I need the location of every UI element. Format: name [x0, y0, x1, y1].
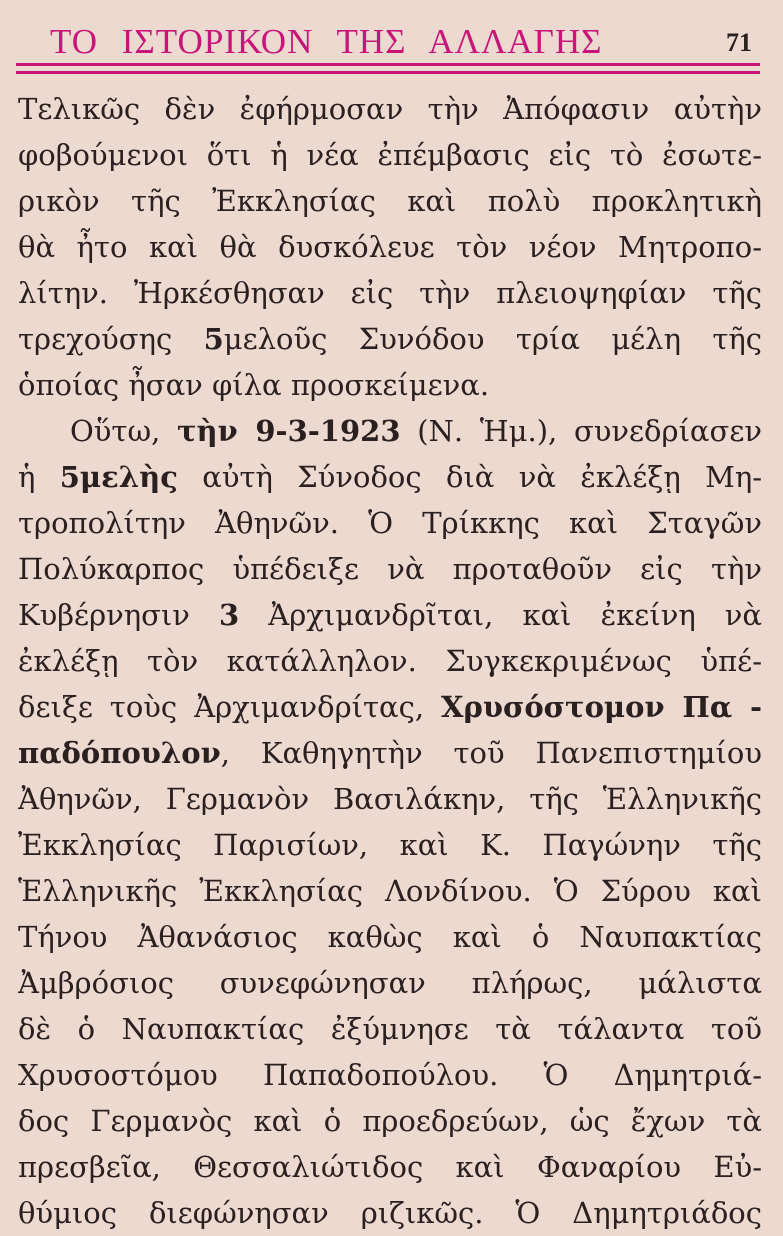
text-line	[18, 362, 762, 408]
text-segment: θὰ ἦτο καὶ θὰ δυσκόλευε τὸν νέον Μητροπο-	[18, 230, 762, 264]
header-rule-bottom	[16, 71, 760, 74]
text-segment: λίτην. Ἠρκέσθησαν εἰς τὴν πλειοψηφίαν τῆς	[18, 276, 762, 310]
text-segment: πρεσβεῖα, Θεσσαλιώτιδος καὶ Φαναρίου Εὐ-	[18, 1150, 762, 1184]
text-segment: φοβούμενοι ὅτι ἡ νέα ἐπέμβασις εἰς τὸ ἐσωτε-	[18, 138, 762, 172]
text-line	[18, 1052, 762, 1098]
text-line	[18, 224, 762, 270]
text-segment: τροπολίτην Ἀθηνῶν. Ὁ Τρίκκης καὶ Σταγῶν	[18, 506, 762, 540]
bold-text: Χρυσόστομον Πα -	[441, 690, 762, 724]
text-line	[18, 822, 762, 868]
header-rule-top	[16, 63, 760, 66]
body-text	[18, 86, 762, 1236]
text-segment: Οὕτω,	[70, 414, 178, 448]
text-line	[18, 1144, 762, 1190]
text-line	[18, 546, 762, 592]
text-segment: ὁποίας ἦσαν φίλα προσκείμενα.	[18, 368, 490, 402]
text-line	[18, 868, 762, 914]
text-segment: θύμιος διεφώνησαν ριζικῶς. Ὁ Δημητριάδος	[18, 1196, 762, 1230]
text-line	[18, 500, 762, 546]
text-segment: , Καθηγητὴν τοῦ Πανεπιστημίου	[220, 736, 762, 770]
text-line	[18, 454, 762, 500]
text-segment: Ἀμβρόσιος συνεφώνησαν πλήρως, μάλιστα	[18, 966, 762, 1000]
text-line	[18, 270, 762, 316]
text-segment: δειξε τοὺς Ἀρχιμανδρίτας,	[18, 690, 442, 724]
text-line	[18, 776, 762, 822]
bold-text: παδόπουλον	[18, 736, 221, 770]
text-segment: Τήνου Ἀθανάσιος καθὼς καὶ ὁ Ναυπακτίας	[18, 920, 762, 954]
bold-text: τὴν 9-3-1923	[177, 414, 401, 448]
text-line	[18, 638, 762, 684]
text-segment: Κυβέρνησιν	[18, 598, 220, 632]
text-segment: Ἐκκλησίας Παρισίων, καὶ Κ. Παγώνην τῆς	[18, 828, 762, 862]
text-segment: Πολύκαρπος ὑπέδειξε νὰ προταθοῦν εἰς τὴν	[18, 552, 762, 586]
text-line	[18, 1006, 762, 1052]
bold-text: 5	[203, 322, 224, 356]
bold-text: 3	[219, 598, 240, 632]
text-segment: ρικὸν τῆς Ἐκκλησίας καὶ πολὺ προκλητικὴ	[18, 184, 762, 218]
text-segment: (Ν. Ἡμ.), συνεδρίασεν	[400, 414, 762, 448]
text-line	[18, 730, 762, 776]
text-line	[18, 960, 762, 1006]
text-segment: δὲ ὁ Ναυπακτίας ἐξύμνησε τὰ τάλαντα τοῦ	[18, 1012, 762, 1046]
text-line	[18, 178, 762, 224]
page-header	[16, 18, 760, 66]
text-line	[18, 1098, 762, 1144]
text-segment: ἐκλέξῃ τὸν κατάλληλον. Συγκεκριμένως ὑπέ-	[18, 644, 762, 678]
text-line	[18, 132, 762, 178]
text-segment: ἡ	[18, 460, 60, 494]
text-segment: μελοῦς Συνόδου τρία μέλη τῆς	[223, 322, 762, 356]
text-segment: αὐτὴ Σύνοδος διὰ νὰ ἐκλέξῃ Μη-	[177, 460, 762, 494]
text-line	[18, 316, 762, 362]
text-segment: Χρυσοστόμου Παπαδοπούλου. Ὁ Δημητριά-	[18, 1058, 762, 1092]
bold-text: 5μελὴς	[59, 460, 178, 494]
text-line	[18, 914, 762, 960]
text-segment: τρεχούσης	[18, 322, 204, 356]
page-number: 71	[726, 28, 752, 57]
text-line	[18, 408, 762, 454]
text-line	[18, 1190, 762, 1236]
running-title: ΤΟ ΙΣΤΟΡΙΚΟΝ ΤΗΣ ΑΛΛΑΓΗΣ	[50, 22, 603, 61]
text-line	[18, 86, 762, 132]
text-segment: Ἑλληνικῆς Ἐκκλησίας Λονδίνου. Ὁ Σύρου καὶ	[18, 874, 762, 908]
text-segment: Ἀρχιμανδρῖται, καὶ ἐκείνη νὰ	[239, 598, 762, 632]
text-segment: Τελικῶς δὲν ἐφήρμοσαν τὴν Ἀπόφασιν αὐτὴν	[18, 92, 762, 126]
text-line	[18, 684, 762, 730]
text-segment: Ἀθηνῶν, Γερμανὸν Βασιλάκην, τῆς Ἑλληνικῆς	[18, 782, 762, 816]
text-segment: δος Γερμανὸς καὶ ὁ προεδρεύων, ὡς ἔχων τὰ	[18, 1104, 762, 1138]
text-line	[18, 592, 762, 638]
